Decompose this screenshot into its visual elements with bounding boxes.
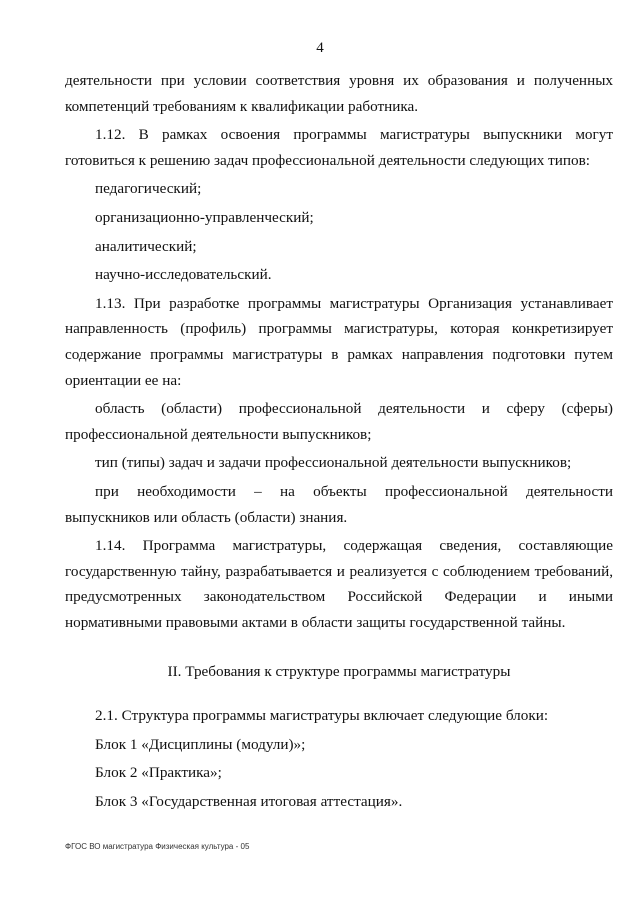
paragraph-1-12: 1.12. В рамках освоения программы магистратуры выпускники могут готовиться к решению задач профессиональной деятельности следующих типов: (65, 126, 613, 169)
list-item-block-2: Блок 2 «Практика»; (95, 764, 222, 782)
paragraph-1-13: 1.13. При разработке программы магистратуры Организация устанавливает направленность (профиль) программы магистратуры, которая конкретизирует содержание программы магистратуры в рамках направления подготовки путем ориентации ее на: (65, 294, 613, 389)
paragraph-1-13-task-type: тип (типы) задач и задачи профессиональной деятельности выпускников; (95, 454, 572, 472)
document-body (65, 68, 613, 817)
page-number: 4 (316, 40, 324, 56)
list-item-block-1: Блок 1 «Дисциплины (модули)»; (95, 735, 306, 753)
list-item-type-pedagogical: педагогический; (95, 180, 202, 198)
paragraph-2-1: 2.1. Структура программы магистратуры включает следующие блоки: (95, 707, 549, 725)
list-item-block-3: Блок 3 «Государственная итоговая аттестация». (95, 792, 403, 810)
paragraph-1-14: 1.14. Программа магистратуры, содержащая сведения, составляющие государственную тайну, разрабатывается и реализуется с соблюдением требований, предусмотренных законодательством Российской Федерации и иными нормативными правовыми актами в области защиты государственной тайны. (65, 537, 613, 631)
list-item-type-analytical: аналитический; (95, 237, 197, 255)
paragraph-continuation: деятельности при условии соответствия уровня их образования и полученных компетенций требованиям к квалификации работника. (65, 72, 613, 115)
document-footer: ФГОС ВО магистратура Физическая культура - 05 (65, 842, 250, 851)
paragraph-1-13-area: область (области) профессиональной деятельности и сферу (сферы) профессиональной деятельности выпускников; (65, 400, 613, 443)
paragraph-1-13-objects: при необходимости – на объекты профессиональной деятельности выпускников или область (области) знания. (65, 482, 613, 526)
section-heading: II. Требования к структуре программы магистратуры (167, 663, 511, 681)
list-item-type-research: научно-исследовательский. (95, 266, 272, 284)
list-item-type-organizational: организационно-управленческий; (95, 208, 314, 226)
